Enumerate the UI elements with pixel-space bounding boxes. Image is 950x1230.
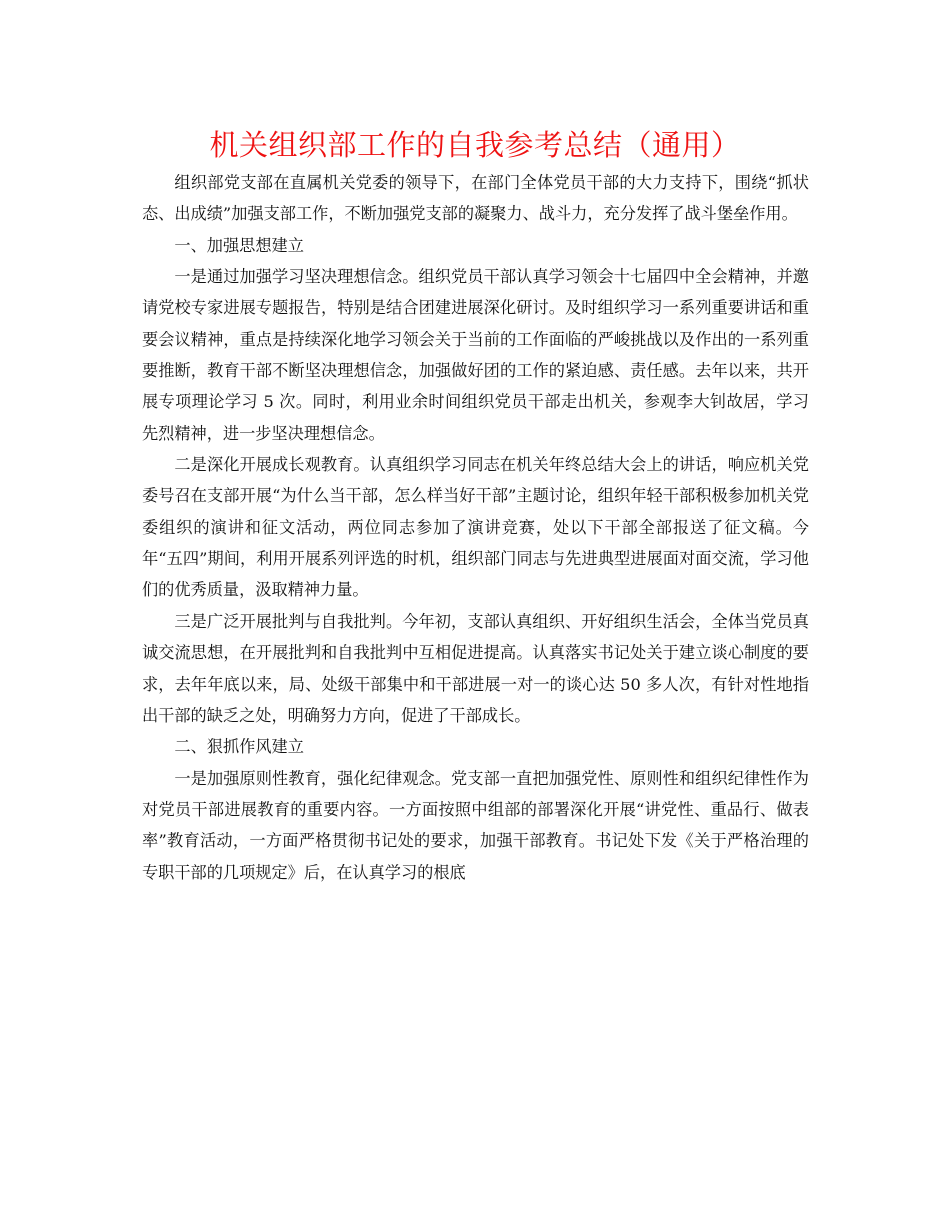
- document-title: 机关组织部工作的自我参考总结（通用）: [209, 128, 741, 162]
- paragraph-intro: 组织部党支部在直属机关党委的领导下，在部门全体党员干部的大力支持下，围绕“抓状态、出成绩”加强支部工作，不断加强党支部的凝聚力、战斗力，充分发挥了战斗堡垒作用。: [142, 173, 809, 224]
- document-body: [142, 167, 809, 888]
- section-heading-work-style: 二、狠抓作风建立: [174, 737, 304, 757]
- paragraph-criticism: 三是广泛开展批判与自我批判。今年初，支部认真组织、开好组织生活会，全体当党员真诚交流思想，在开展批判和自我批判中互相促进提高。认真落实书记处关于建立谈心制度的要求，去年年底以来，局、处级干部集中和干部进展一对一的谈心达 50 多人次，有针对性地指出干部的缺乏之处，明确努力方向，促进了干部成长。: [142, 611, 809, 725]
- paragraph-study-beliefs: 一是通过加强学习坚决理想信念。组织党员干部认真学习领会十七届四中全会精神，并邀请党校专家进展专题报告，特别是结合团建进展深化研讨。及时组织学习一系列重要讲话和重要会议精神，重点是持续深化地学习领会关于当前的工作面临的严峻挑战以及作出的一系列重要推断，教育干部不断坚决理想信念，加强做好团的工作的紧迫感、责任感。去年以来，共开展专项理论学习 5 次。同时，利用业余时间组织党员干部走出机关，参观李大钊故居，学习先烈精神，进一步坚决理想信念。: [142, 267, 809, 443]
- paragraph-growth-education: 二是深化开展成长观教育。认真组织学习同志在机关年终总结大会上的讲话，响应机关党委号召在支部开展“为什么当干部，怎么样当好干部”主题讨论，组织年轻干部积极参加机关党委组织的演讲和征文活动，两位同志参加了演讲竞赛，处以下干部全部报送了征文稿。今年“五四”期间，利用开展系列评选的时机，组织部门同志与先进典型进展面对面交流，学习他们的优秀质量，汲取精神力量。: [142, 455, 809, 600]
- paragraph-discipline: 一是加强原则性教育，强化纪律观念。党支部一直把加强党性、原则性和组织纪律性作为对党员干部进展教育的重要内容。一方面按照中组部的部署深化开展“讲党性、重品行、做表率”教育活动，一方面严格贯彻书记处的要求，加强干部教育。书记处下发《关于严格治理的专职干部的几项规定》后，在认真学习的根底: [142, 768, 809, 882]
- section-heading-ideology: 一、加强思想建立: [174, 235, 304, 255]
